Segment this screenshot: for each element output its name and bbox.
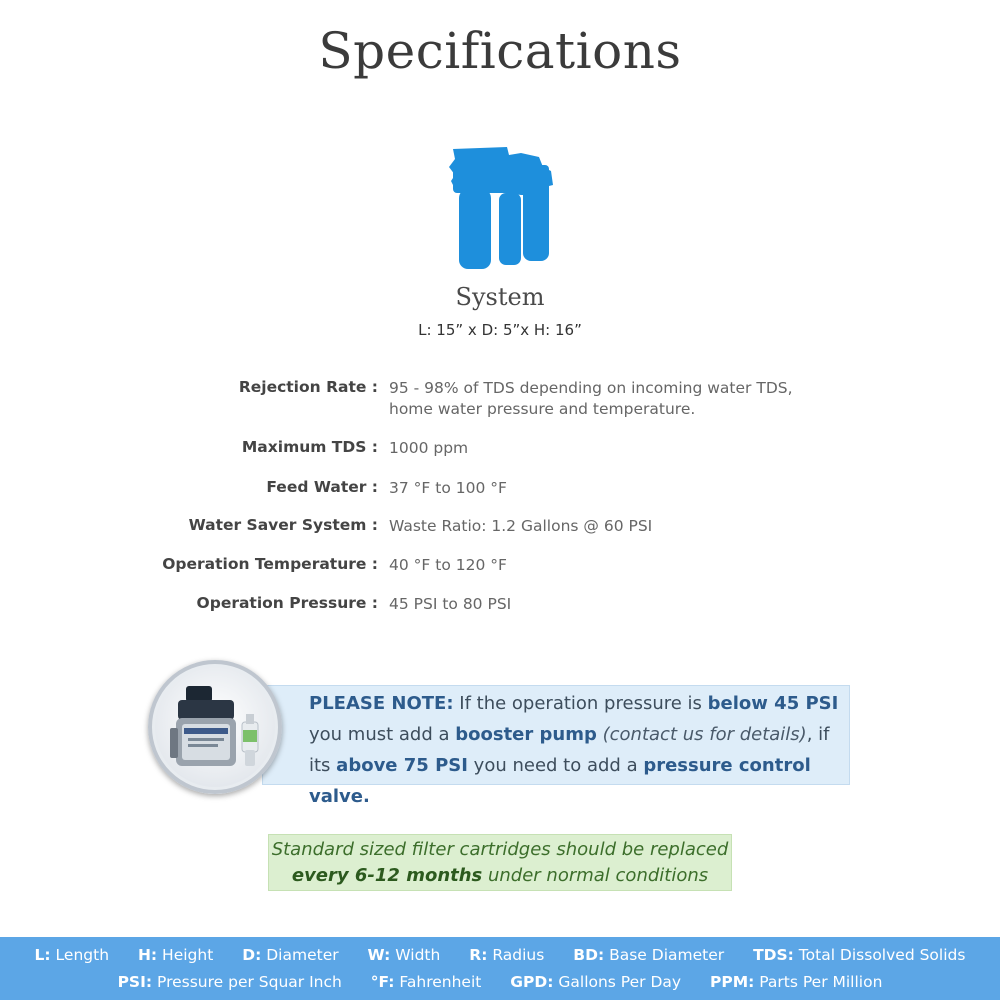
legend-item: R: Radius	[469, 946, 545, 964]
system-dimensions: L: 15” x D: 5”x H: 16”	[418, 321, 582, 339]
note-text: If the operation pressure is	[453, 693, 708, 714]
note-text: , if its	[309, 724, 830, 776]
legend-item: PPM: Parts Per Million	[710, 973, 883, 991]
replacement-reminder	[268, 834, 732, 891]
note-bold: above 75 PSI	[336, 755, 468, 776]
system-label: System	[455, 283, 545, 311]
spec-label: Feed Water :	[266, 478, 378, 496]
legend-item: BD: Base Diameter	[573, 946, 725, 964]
spec-value: 37 °F to 100 °F	[389, 479, 507, 497]
note-text: you must add a	[309, 724, 456, 745]
reminder-bold: every 6-12 months	[291, 865, 483, 886]
spec-value: 95 - 98% of TDS depending on incoming water TDS, home water pressure and temperature.	[389, 379, 793, 418]
spec-label: Operation Pressure :	[196, 594, 378, 612]
legend-row	[0, 973, 1000, 991]
note-bold: pressure control valve.	[309, 755, 811, 807]
reminder-line-2	[269, 863, 731, 889]
note-contact-link-text: (contact us for details)	[602, 724, 807, 745]
legend-item: GPD: Gallons Per Day	[510, 973, 682, 991]
legend-item: °F: Fahrenheit	[370, 973, 482, 991]
spec-label: Water Saver System :	[188, 516, 378, 534]
legend-item: H: Height	[137, 946, 214, 964]
note-bold: below 45 PSI	[707, 693, 839, 714]
ro-system-icon	[447, 145, 559, 277]
legend-item: L: Length	[34, 946, 110, 964]
page-title: Specifications	[318, 22, 682, 80]
legend-item: W: Width	[367, 946, 441, 964]
abbreviation-legend	[0, 937, 1000, 1000]
spec-label: Maximum TDS :	[241, 438, 378, 456]
note-prefix: PLEASE NOTE:	[309, 693, 454, 714]
legend-row	[0, 946, 1000, 964]
legend-item: PSI: Pressure per Squar Inch	[117, 973, 342, 991]
spec-value: 40 °F to 120 °F	[389, 556, 507, 574]
booster-pump-photo	[148, 660, 282, 794]
spec-label: Operation Temperature :	[162, 555, 378, 573]
spec-value: 45 PSI to 80 PSI	[389, 595, 512, 613]
note-bold: booster pump	[455, 724, 597, 745]
spec-value: 1000 ppm	[389, 439, 469, 457]
reminder-line-1: Standard sized filter cartridges should be replaced	[271, 839, 729, 860]
spec-label: Rejection Rate :	[238, 378, 378, 396]
legend-item: D: Diameter	[242, 946, 339, 964]
note-text: you need to add a	[467, 755, 644, 776]
reminder-rest: under normal conditions	[482, 865, 709, 886]
legend-item: TDS: Total Dissolved Solids	[753, 946, 966, 964]
spec-value: Waste Ratio: 1.2 Gallons @ 60 PSI	[389, 517, 653, 535]
pressure-note-text	[309, 688, 849, 812]
